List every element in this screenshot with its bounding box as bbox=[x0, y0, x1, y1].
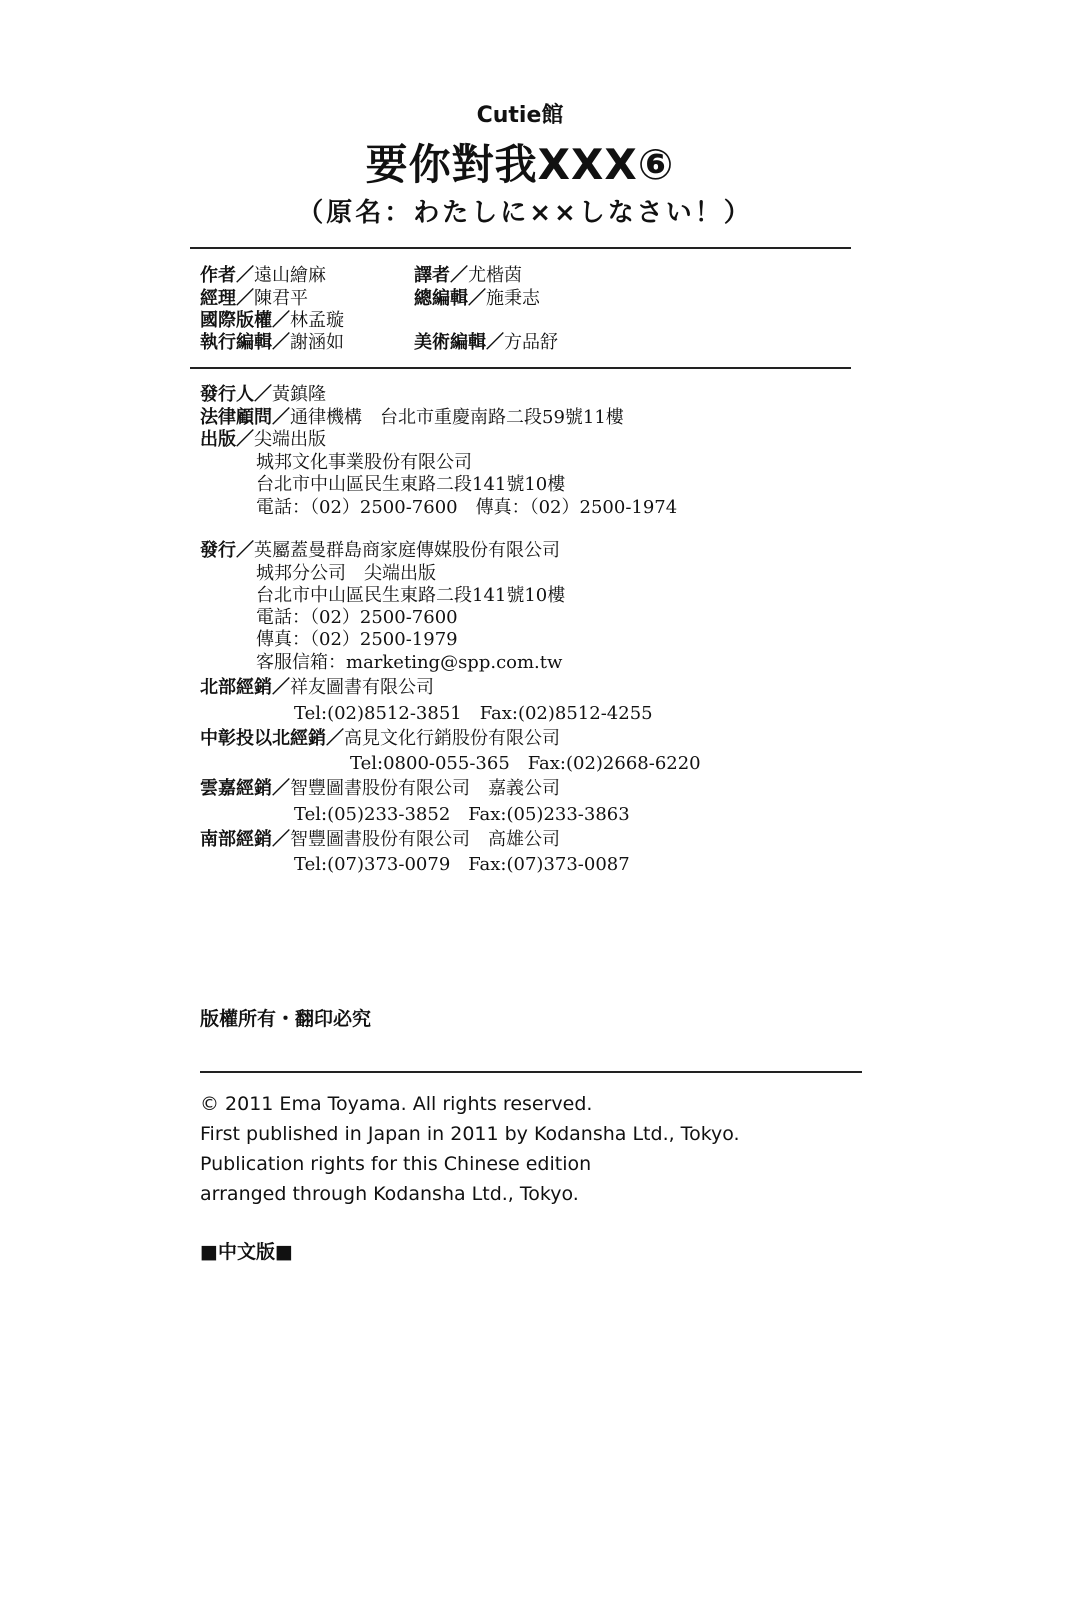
divider-bottom bbox=[200, 1071, 862, 1073]
credit-manager: 經理／陳君平 bbox=[200, 288, 308, 309]
rights-notice: 版權所有・翻印必究 bbox=[200, 1008, 372, 1030]
credit-author: 作者／遠山繪麻 bbox=[200, 265, 326, 286]
series-name: Cutie館 bbox=[476, 103, 564, 128]
divider-middle bbox=[190, 367, 851, 369]
yunjia-distributor: 雲嘉經銷／智豐圖書股份有限公司 嘉義公司 bbox=[200, 778, 560, 799]
original-title: （原名：わたしに××しなさい！） bbox=[297, 198, 753, 228]
publication-rights-line: Publication rights for this Chinese edition bbox=[200, 1153, 592, 1175]
publisher-line: 出版／尖端出版 bbox=[200, 429, 326, 450]
credit-art-editor: 美術編輯／方品舒 bbox=[414, 332, 558, 353]
first-published-line: First published in Japan in 2011 by Kodansha Ltd., Tokyo. bbox=[200, 1123, 740, 1145]
distributor-line: 發行／英屬蓋曼群島商家庭傳媒股份有限公司 bbox=[200, 540, 560, 561]
credit-translator: 譯者／尤楷茵 bbox=[414, 265, 522, 286]
divider-top bbox=[190, 247, 851, 249]
arranged-through-line: arranged through Kodansha Ltd., Tokyo. bbox=[200, 1183, 579, 1205]
copyright-line: © 2011 Ema Toyama. All rights reserved. bbox=[200, 1093, 593, 1115]
publisher-phone: 電話：（02）2500-7600 傳真：（02）2500-1974 bbox=[256, 497, 678, 518]
distributor-branch: 城邦分公司 尖端出版 bbox=[256, 563, 436, 584]
edition-mark: ■中文版■ bbox=[200, 1241, 293, 1263]
publisher-address: 台北市中山區民生東路二段141號10樓 bbox=[256, 474, 566, 495]
central-distributor-contact: Tel:0800-055-365 Fax:(02)2668-6220 bbox=[350, 753, 701, 774]
legal-line: 法律顧問／通律機構 台北市重慶南路二段59號11樓 bbox=[200, 407, 624, 428]
credit-exec-editor: 執行編輯／謝涵如 bbox=[200, 332, 344, 353]
distributor-address: 台北市中山區民生東路二段141號10樓 bbox=[256, 585, 566, 606]
south-distributor-contact: Tel:(07)373-0079 Fax:(07)373-0087 bbox=[294, 854, 630, 875]
credit-chief-editor: 總編輯／施秉志 bbox=[414, 288, 540, 309]
distributor-fax: 傳真：（02）2500-1979 bbox=[256, 629, 458, 650]
north-distributor: 北部經銷／祥友圖書有限公司 bbox=[200, 677, 434, 698]
north-distributor-contact: Tel:(02)8512-3851 Fax:(02)8512-4255 bbox=[294, 703, 653, 724]
south-distributor: 南部經銷／智豐圖書股份有限公司 高雄公司 bbox=[200, 829, 560, 850]
book-title: 要你對我XXX⑥ bbox=[365, 140, 675, 189]
central-distributor: 中彰投以北經銷／高見文化行銷股份有限公司 bbox=[200, 728, 560, 749]
issuer-line: 發行人／黃鎮隆 bbox=[200, 384, 326, 405]
distributor-email: 客服信箱：marketing@spp.com.tw bbox=[256, 652, 563, 673]
yunjia-distributor-contact: Tel:(05)233-3852 Fax:(05)233-3863 bbox=[294, 804, 630, 825]
credit-intl-rights: 國際版權／林孟璇 bbox=[200, 310, 344, 331]
publisher-company: 城邦文化事業股份有限公司 bbox=[256, 452, 472, 473]
distributor-phone: 電話：（02）2500-7600 bbox=[256, 607, 458, 628]
